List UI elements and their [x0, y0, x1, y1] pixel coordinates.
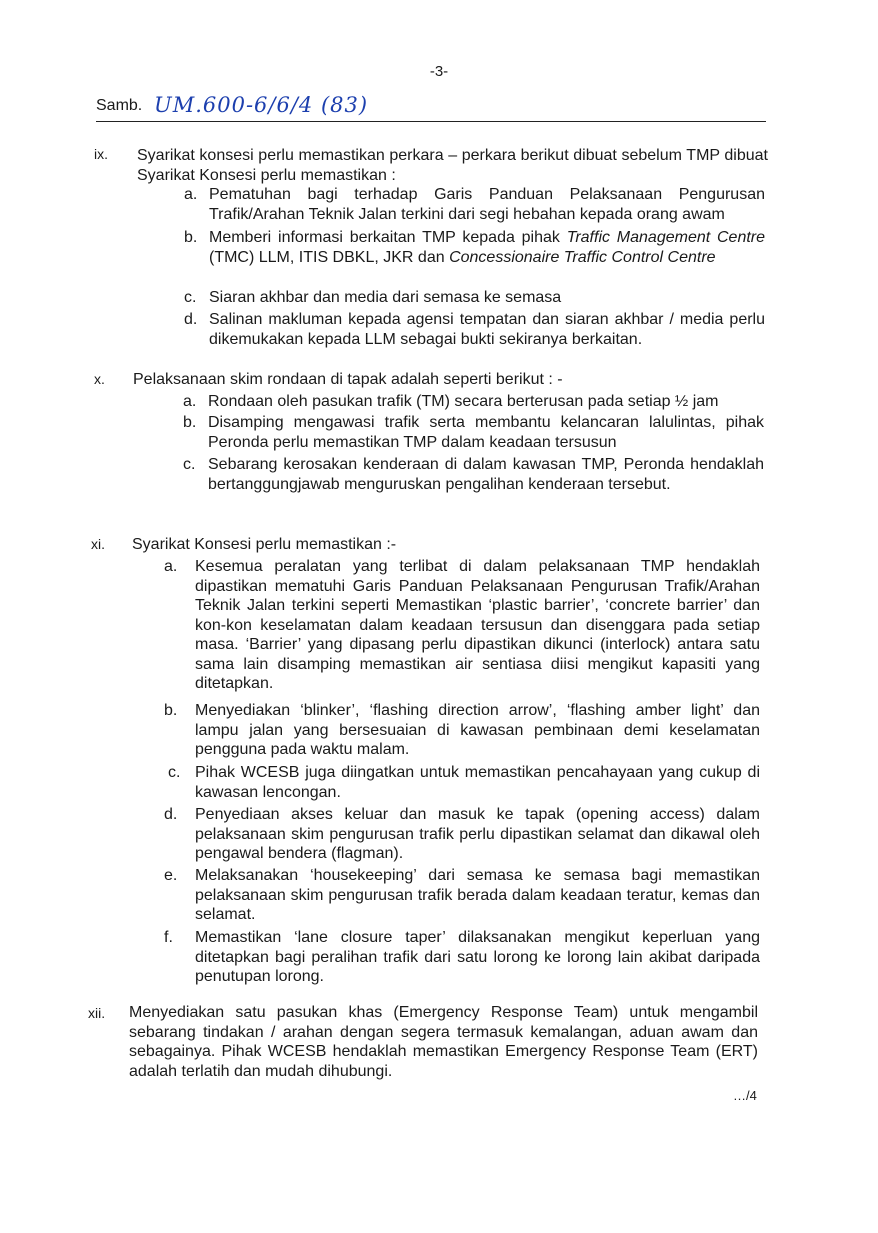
- item-letter: f.: [164, 929, 173, 946]
- item-letter: b.: [164, 702, 178, 719]
- list-item-text: Kesemua peralatan yang terlibat di dalam pelaksanaan TMP hendaklah dipastikan mematuhi Garis Panduan Pelaksanaan Pengurusan Trafik/Arahan Teknik Jalan terkini seperti Memastikan ‘plastic barrier’, ‘concrete barrier’ dan kon-kon keselamatan dalam keadaan tersusun dan disenggara pada setiap masa. ‘Barrier’ yang dipasang perlu dipastikan dikunci (interlock) antara satu sama lain disamping memastikan air sentiasa diisi mengikut kapasiti yang ditetapkan.: [195, 558, 760, 692]
- item-letter: b.: [184, 229, 198, 246]
- list-item-text: Salinan makluman kepada agensi tempatan dan siaran akhbar / media perlu dikemukakan kepada LLM sebagai bukti sekiranya berkaitan.: [209, 311, 765, 348]
- item-letter: c.: [184, 289, 197, 306]
- continuation-marker: …/4: [733, 1088, 757, 1103]
- list-item-text: [209, 228, 765, 267]
- list-item-text: Memastikan ‘lane closure taper’ dilaksanakan mengikut keperluan yang ditetapkan bagi peralihan trafik dari satu lorong ke lorong lain akibat daripada penutupan lorong.: [195, 929, 760, 985]
- item-letter: b.: [183, 414, 197, 431]
- list-item-text: Siaran akhbar dan media dari semasa ke semasa: [209, 289, 562, 306]
- text-segment: (TMC) LLM, ITIS DBKL, JKR dan: [209, 248, 445, 266]
- italic-term: Traffic Management Centre: [566, 229, 766, 246]
- section-number-ix: ix.: [94, 146, 108, 162]
- item-letter: c.: [168, 764, 181, 781]
- item-letter: d.: [184, 311, 198, 328]
- item-letter: a.: [164, 558, 178, 575]
- list-item-text: Sebarang kerosakan kenderaan di dalam kawasan TMP, Peronda hendaklah bertanggungjawab menguruskan pengalihan kenderaan tersebut.: [208, 456, 764, 493]
- page-number: -3-: [429, 63, 449, 80]
- list-item-text: Disamping mengawasi trafik serta membantu kelancaran lalulintas, pihak Peronda perlu memastikan TMP dalam keadaan tersusun: [208, 414, 764, 451]
- section-xii-text: Menyediakan satu pasukan khas (Emergency Response Team) untuk mengambil sebarang tindakan / arahan dengan segera termasuk kemalangan, aduan awam dan sebagainya. Pihak WCESB hendaklah memastikan Emergency Response Team (ERT) adalah terlatih dan mudah dihubungi.: [129, 1004, 758, 1080]
- section-number-x: x.: [94, 371, 105, 387]
- item-letter: c.: [183, 456, 196, 473]
- section-x-intro: Pelaksanaan skim rondaan di tapak adalah seperti berikut : -: [133, 371, 563, 388]
- list-item-text: Penyediaan akses keluar dan masuk ke tapak (opening access) dalam pelaksanaan skim pengurusan trafik perlu dipastikan selamat dan dikawal oleh pengawal bendera (flagman).: [195, 806, 760, 862]
- list-item-text: Pematuhan bagi terhadap Garis Panduan Pelaksanaan Pengurusan Trafik/Arahan Teknik Jalan terkini dari segi hebahan kepada orang awam: [209, 186, 765, 223]
- list-item-text: Rondaan oleh pasukan trafik (TM) secara berterusan pada setiap ½ jam: [208, 393, 719, 410]
- item-letter: a.: [183, 393, 197, 410]
- reference-label: Samb.: [96, 97, 143, 114]
- handwritten-reference-number: UM.600-6/6/4 (83): [154, 93, 369, 117]
- section-xi-intro: Syarikat Konsesi perlu memastikan :-: [132, 536, 397, 553]
- reference-line: [96, 93, 766, 122]
- section-ix-intro: Syarikat konsesi perlu memastikan perkara – perkara berikut dibuat sebelum TMP dibuat Syarikat Konsesi perlu memastikan :: [137, 147, 768, 184]
- item-letter: e.: [164, 867, 178, 884]
- list-item-text: Pihak WCESB juga diingatkan untuk memastikan pencahayaan yang cukup di kawasan lencongan.: [195, 764, 760, 801]
- text-segment: Memberi informasi berkaitan TMP kepada pihak: [209, 229, 560, 246]
- italic-term: Concessionaire Traffic Control Centre: [449, 248, 716, 266]
- list-item-text: Menyediakan ‘blinker’, ‘flashing direction arrow’, ‘flashing amber light’ dan lampu jalan yang bersesuaian di kawasan pembinaan demi keselamatan pengguna pada waktu malam.: [195, 702, 760, 758]
- list-item-text: Melaksanakan ‘housekeeping’ dari semasa ke semasa bagi memastikan pelaksanaan skim pengurusan trafik berada dalam keadaan teratur, kemas dan selamat.: [195, 867, 760, 923]
- item-letter: d.: [164, 806, 178, 823]
- section-number-xii: xii.: [88, 1005, 106, 1021]
- item-letter: a.: [184, 186, 198, 203]
- section-number-xi: xi.: [91, 536, 105, 552]
